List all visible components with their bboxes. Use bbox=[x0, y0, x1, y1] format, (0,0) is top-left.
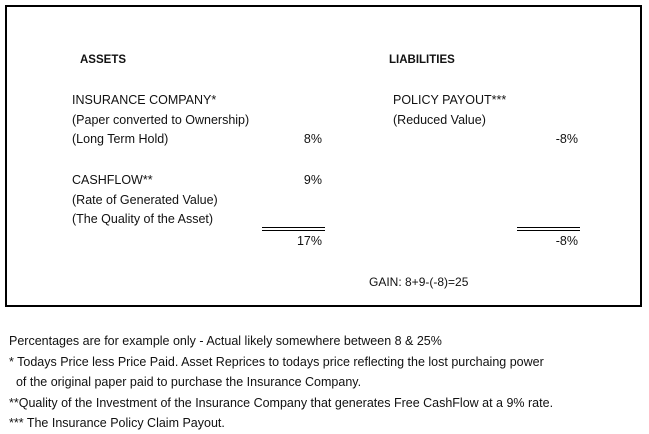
assets-total-value: 17% bbox=[296, 234, 322, 248]
insurance-company-note-2: (Long Term Hold) bbox=[72, 132, 169, 146]
cashflow-note-2: (The Quality of the Asset) bbox=[72, 212, 214, 226]
liabilities-header: LIABILITIES bbox=[389, 54, 455, 66]
policy-payout-note: (Reduced Value) bbox=[393, 113, 486, 127]
policy-payout-title: POLICY PAYOUT*** bbox=[393, 93, 507, 107]
liabilities-total-value: -8% bbox=[555, 234, 578, 248]
balance-sheet-box bbox=[5, 5, 642, 307]
cashflow-value: 9% bbox=[303, 173, 322, 187]
assets-total-rule bbox=[262, 227, 325, 231]
policy-payout-value: -8% bbox=[555, 132, 578, 146]
assets-header: ASSETS bbox=[80, 54, 127, 66]
footnote-asterisk-3: *** The Insurance Policy Claim Payout. bbox=[9, 416, 225, 430]
footnote-asterisk-1: * Todays Price less Price Paid. Asset Reprices to todays price reflecting the lost purchaing power bbox=[9, 355, 544, 369]
liabilities-total-rule bbox=[517, 227, 580, 231]
insurance-company-value: 8% bbox=[303, 132, 322, 146]
cashflow-title: CASHFLOW** bbox=[72, 173, 153, 187]
cashflow-note-1: (Rate of Generated Value) bbox=[72, 193, 218, 207]
gain-formula: GAIN: 8+9-(-8)=25 bbox=[369, 275, 469, 289]
footnote-asterisk-1-cont: of the original paper paid to purchase the Insurance Company. bbox=[9, 375, 362, 389]
footnote-asterisk-2: **Quality of the Investment of the Insurance Company that generates Free CashFlow at a 9% rate. bbox=[9, 396, 554, 410]
insurance-company-note-1: (Paper converted to Ownership) bbox=[72, 113, 250, 127]
insurance-company-title: INSURANCE COMPANY* bbox=[72, 93, 217, 107]
footnote-percentages: Percentages are for example only - Actual likely somewhere between 8 & 25% bbox=[9, 334, 442, 348]
